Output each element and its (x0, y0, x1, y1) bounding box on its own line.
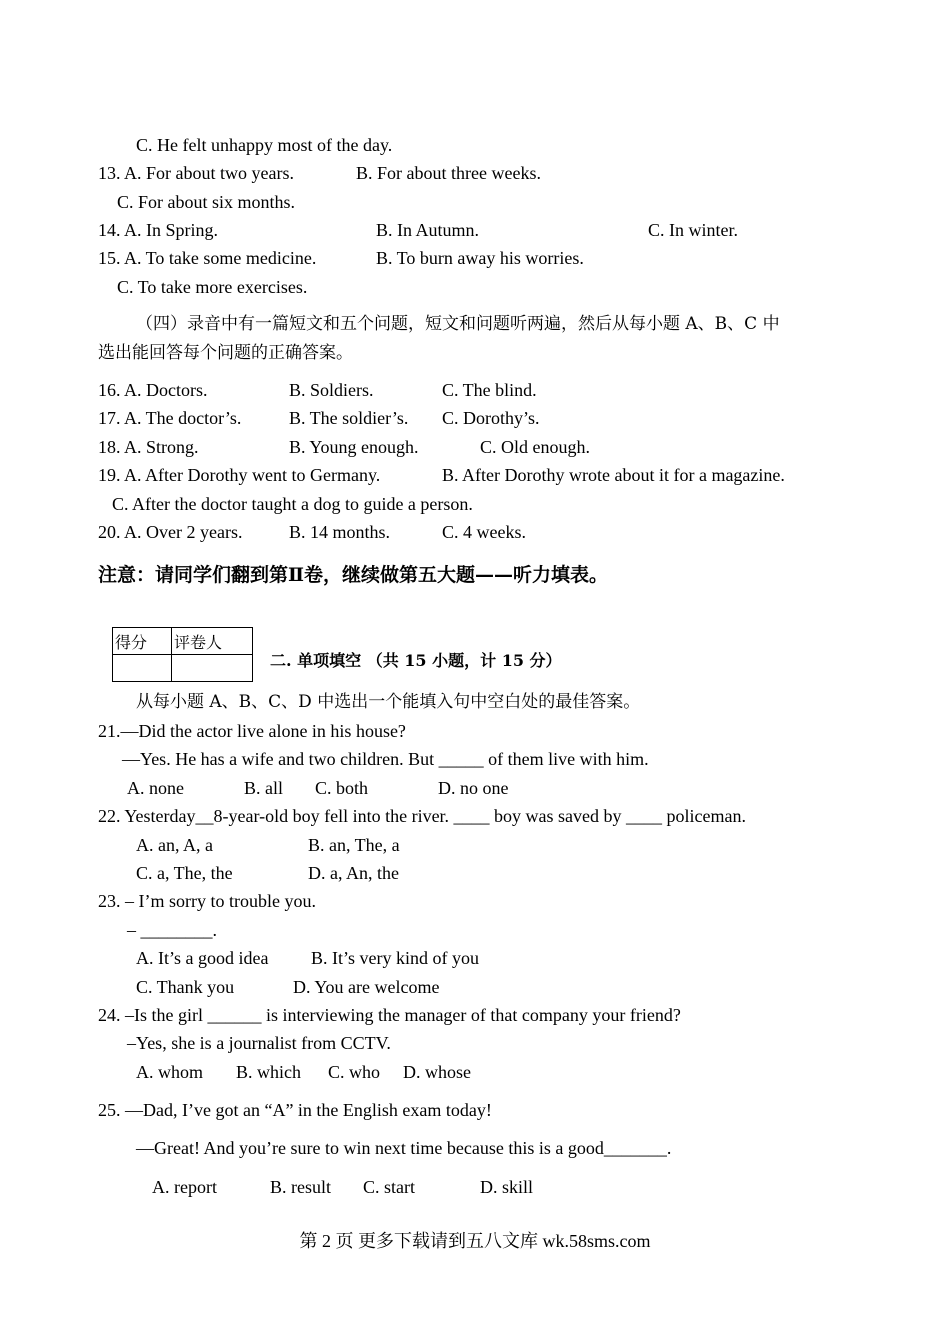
q20-option-a: 20. A. Over 2 years. (98, 522, 243, 542)
q21-option-b: B. all (244, 778, 283, 798)
score-label: 得分 (113, 628, 172, 655)
section2-instruction: 从每小题 A、B、C、D 中选出一个能填入句中空白处的最佳答案。 (136, 692, 641, 712)
q24-line2: –Yes, she is a journalist from CCTV. (127, 1033, 391, 1053)
score-table (112, 627, 253, 682)
q25-option-a: A. report (152, 1177, 217, 1197)
section2-title: 二. 单项填空 （共 15 小题，计 15 分） (270, 651, 562, 670)
q13-option-a: 13. A. For about two years. (98, 163, 294, 183)
q19-option-b: B. After Dorothy wrote about it for a magazine. (442, 465, 785, 485)
q23-option-a: A. It’s a good idea (136, 948, 269, 968)
q23-stem: 23. – I’m sorry to trouble you. (98, 891, 316, 911)
q20-option-b: B. 14 months. (289, 522, 391, 542)
q22-option-a: A. an, A, a (136, 835, 213, 855)
q16-option-a: 16. A. Doctors. (98, 380, 208, 400)
q17-option-a: 17. A. The doctor’s. (98, 408, 242, 428)
q14-option-b: B. In Autumn. (376, 220, 480, 240)
page-footer: 第 2 页 更多下载请到五八文库 wk.58sms.com (299, 1231, 651, 1251)
q25-line2: —Great! And you’re sure to win next time because this is a good_______. (136, 1138, 672, 1158)
q16-option-b: B. Soldiers. (289, 380, 374, 400)
q25-stem: 25. —Dad, I’ve got an “A” in the English exam today! (98, 1100, 492, 1120)
q21-line2: —Yes. He has a wife and two children. But _____ of them live with him. (122, 749, 649, 769)
q15-option-b: B. To burn away his worries. (376, 248, 584, 268)
q21-option-c: C. both (315, 778, 369, 798)
q25-option-b: B. result (270, 1177, 331, 1197)
q21-stem: 21.—Did the actor live alone in his house? (98, 721, 406, 741)
q21-option-a: A. none (127, 778, 184, 798)
q19-option-c: C. After the doctor taught a dog to guide a person. (112, 494, 473, 514)
q22-option-c: C. a, The, the (136, 863, 233, 883)
q23-option-b: B. It’s very kind of you (311, 948, 479, 968)
q15-option-c: C. To take more exercises. (117, 277, 308, 297)
section4-instruction-line2: 选出能回答每个问题的正确答案。 (98, 343, 353, 363)
q25-option-c: C. start (363, 1177, 415, 1197)
q16-option-c: C. The blind. (442, 380, 537, 400)
q21-option-d: D. no one (438, 778, 509, 798)
grader-cell[interactable] (172, 655, 253, 682)
q20-option-c: C. 4 weeks. (442, 522, 526, 542)
section4-instruction-line1: （四）录音中有一篇短文和五个问题，短文和问题听两遍，然后从每小题 A、B、C 中 (136, 314, 780, 334)
q24-option-a: A. whom (136, 1062, 203, 1082)
q25-option-d: D. skill (480, 1177, 534, 1197)
q24-option-d: D. whose (403, 1062, 471, 1082)
q24-option-c: C. who (328, 1062, 381, 1082)
q17-option-c: C. Dorothy’s. (442, 408, 540, 428)
q18-option-c: C. Old enough. (480, 437, 590, 457)
q24-stem: 24. –Is the girl ______ is interviewing the manager of that company your friend? (98, 1005, 681, 1025)
q13-option-c: C. For about six months. (117, 192, 296, 212)
q23-option-d: D. You are welcome (293, 977, 440, 997)
q12-option-c: C. He felt unhappy most of the day. (136, 135, 393, 155)
q14-option-c: C. In winter. (648, 220, 738, 240)
q19-option-a: 19. A. After Dorothy went to Germany. (98, 465, 381, 485)
q17-option-b: B. The soldier’s. (289, 408, 409, 428)
q22-stem: 22. Yesterday__8-year-old boy fell into the river. ____ boy was saved by ____ policeman. (98, 806, 747, 826)
q24-option-b: B. which (236, 1062, 301, 1082)
grader-label: 评卷人 (172, 628, 253, 655)
q14-option-a: 14. A. In Spring. (98, 220, 219, 240)
q23-option-c: C. Thank you (136, 977, 235, 997)
q22-option-b: B. an, The, a (308, 835, 400, 855)
q15-option-a: 15. A. To take some medicine. (98, 248, 317, 268)
q18-option-b: B. Young enough. (289, 437, 419, 457)
q13-option-b: B. For about three weeks. (356, 163, 541, 183)
q23-line2: – ________. (127, 920, 217, 940)
notice: 注意：请同学们翻到第Ⅱ卷，继续做第五大题——听力填表。 (98, 564, 609, 586)
q22-option-d: D. a, An, the (308, 863, 399, 883)
score-cell[interactable] (113, 655, 172, 682)
q18-option-a: 18. A. Strong. (98, 437, 199, 457)
